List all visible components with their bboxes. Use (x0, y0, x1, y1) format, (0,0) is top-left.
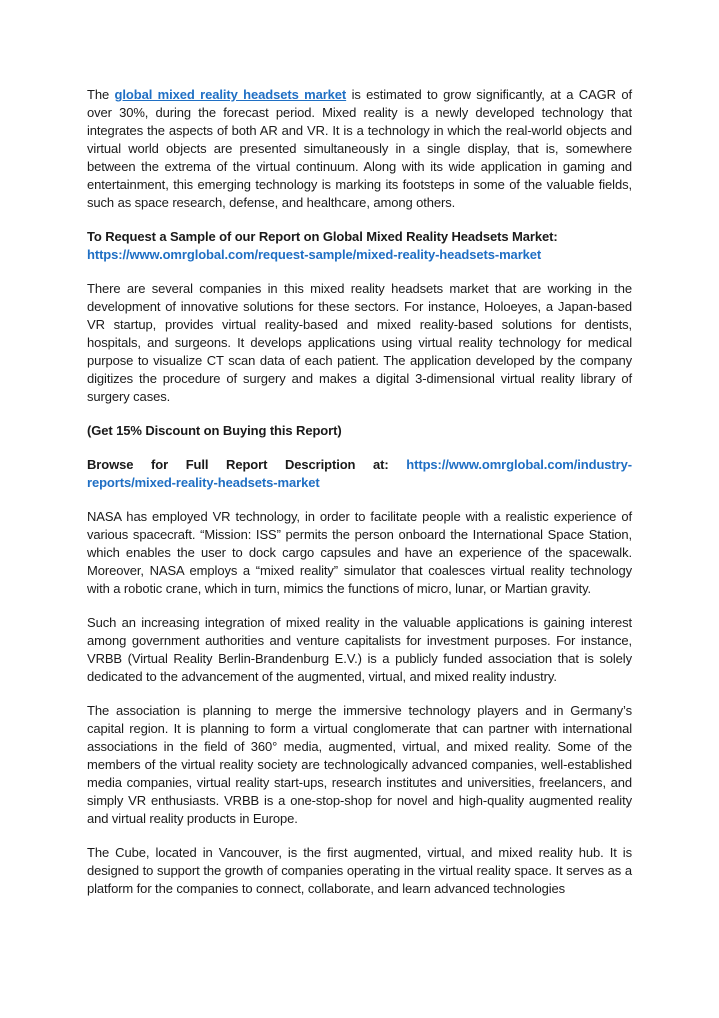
integration-paragraph: Such an increasing integration of mixed reality in the valuable applications is gaining interest among government authorities and venture capitalists for investment purposes. For instance, VRBB (Virtual Reality Berlin-Brandenburg E.V.) is a publicly funded association that is solely dedicated to the advancement of the augmented, virtual, and mixed reality industry. (87, 615, 632, 684)
document-body (87, 86, 632, 914)
sample-request-block (87, 228, 632, 264)
browse-word: for (151, 457, 169, 472)
browse-word: Browse (87, 457, 134, 472)
sample-request-label: To Request a Sample of our Report on Global Mixed Reality Headsets Market: (87, 229, 558, 244)
browse-word: Description (284, 457, 356, 472)
intro-text-start: The (87, 87, 115, 102)
report-link-part2[interactable]: reports/mixed-reality-headsets-market (87, 475, 320, 490)
browse-word: Report (226, 457, 268, 472)
browse-line (87, 456, 632, 474)
discount-note: (Get 15% Discount on Buying this Report) (87, 423, 342, 438)
sample-request-link[interactable]: https://www.omrglobal.com/request-sample/mixed-reality-headsets-market (87, 247, 542, 262)
cube-paragraph: The Cube, located in Vancouver, is the first augmented, virtual, and mixed reality hub. It is designed to support the growth of companies operating in the virtual reality space. It serves as a platform for the companies to connect, collaborate, and learn advanced technologies (87, 845, 632, 896)
browse-word: at: (373, 457, 389, 472)
companies-paragraph: There are several companies in this mixed reality headsets market that are working in the development of innovative solutions for these sectors. For instance, Holoeyes, a Japan-based VR startup, provides virtual reality-based and mixed reality-based solutions for dentists, hospitals, and surgeons. It develops applications using virtual reality technology for medical purpose to visualize CT scan data of each patient. The application developed by the company digitizes the procedure of surgery and makes a digital 3-dimensional virtual reality library of surgery cases. (87, 281, 632, 404)
nasa-paragraph: NASA has employed VR technology, in order to facilitate people with a realistic experience of various spacecraft. “Mission: ISS” permits the person onboard the International Space Station, which enables the user to dock cargo capsules and have an experience of the spacewalk. Moreover, NASA employs a “mixed reality” simulator that coalesces virtual reality technology with a robotic crane, which in turn, mimics the functions of micro, lunar, or Martian gravity. (87, 509, 632, 596)
market-link[interactable]: global mixed reality headsets market (114, 87, 347, 102)
browse-block (87, 456, 632, 492)
association-paragraph: The association is planning to merge the immersive technology players and in Germany’s capital region. It is planning to form a virtual conglomerate that can partner with international associations in the field of 360° media, augmented, virtual, and mixed reality. Some of the members of the virtual reality society are technologically advanced companies, well-established media companies, virtual reality start-ups, research institutes and universities, freelancers, and simply VR enthusiasts. VRBB is a one-stop-shop for novel and high-quality augmented reality and virtual reality products in Europe. (87, 703, 632, 826)
report-link-part1[interactable]: https://www.omrglobal.com/industry- (406, 457, 632, 472)
browse-word: Full (185, 457, 209, 472)
intro-text-rest: is estimated to grow significantly, at a CAGR of over 30%, during the forecast period. Mixed reality is a newly developed technology that integrates the aspects of both AR and VR. It is a technology in which the real-world objects and virtual world objects are presented simultaneously in a single display, that is, somewhere between the extrema of the virtual continuum. Along with its wide application in gaming and entertainment, this emerging technology is marking its footsteps in some of the valuable fields, such as space research, defense, and healthcare, among others. (87, 87, 632, 210)
intro-paragraph (87, 86, 632, 212)
